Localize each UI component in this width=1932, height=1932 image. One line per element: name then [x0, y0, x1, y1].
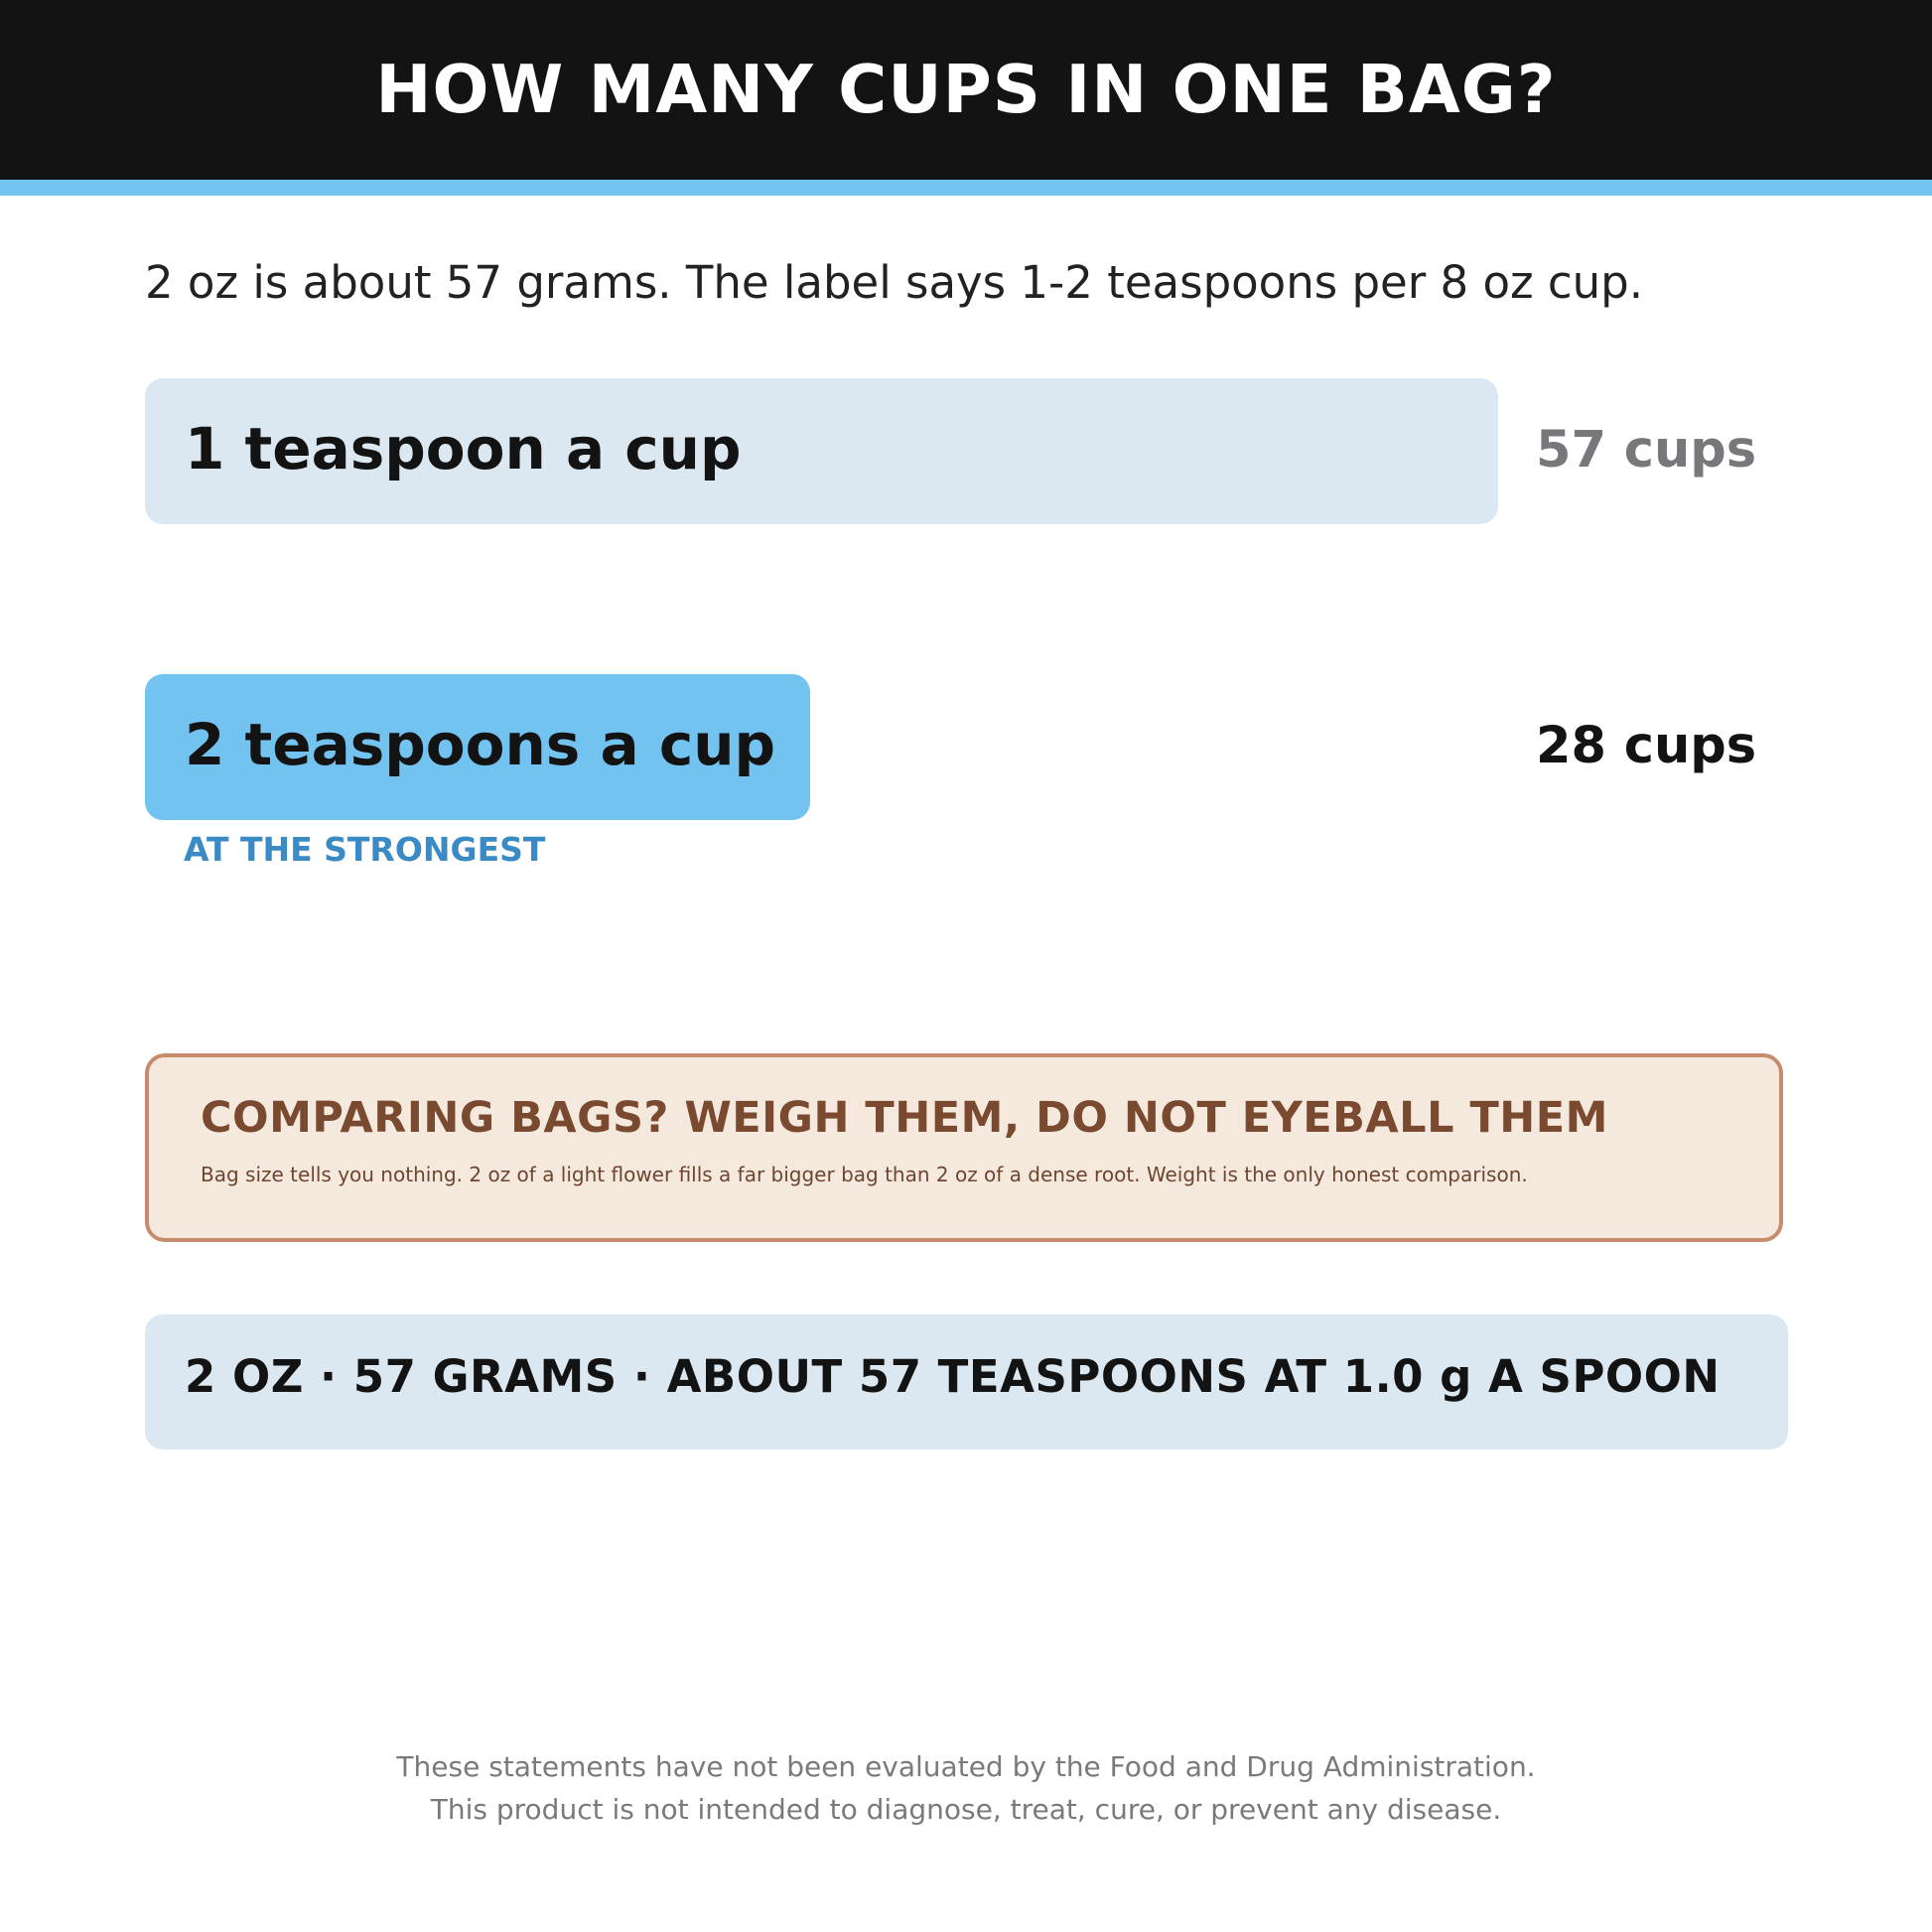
option-bar-2-teaspoons	[145, 674, 810, 820]
intro-text: 2 oz is about 57 grams. The label says 1-2 teaspoons per 8 oz cup.	[145, 256, 1644, 309]
disclaimer-line: This product is not intended to diagnose, treat, cure, or prevent any disease.	[430, 1793, 1502, 1826]
option-label: 2 teaspoons a cup	[185, 711, 776, 778]
strongest-note: AT THE STRONGEST	[184, 830, 546, 869]
option-cups-value: 28 cups	[1536, 717, 1757, 775]
page-title: HOW MANY CUPS IN ONE BAG?	[375, 51, 1557, 128]
summary-text: 2 OZ · 57 GRAMS · ABOUT 57 TEASPOONS AT 1.0 g A SPOON	[185, 1350, 1721, 1403]
option-label: 1 teaspoon a cup	[185, 415, 742, 483]
option-bar-1-teaspoon	[145, 378, 1498, 524]
header-accent-stripe	[0, 180, 1932, 196]
callout-body: Bag size tells you nothing. 2 oz of a light flower fills a far bigger bag than 2 oz of a dense root. Weight is the only honest comparison.	[201, 1163, 1528, 1186]
disclaimer-line: These statements have not been evaluated by the Food and Drug Administration.	[396, 1750, 1536, 1783]
page-header	[0, 0, 1932, 180]
fda-disclaimer	[0, 1745, 1932, 1831]
comparison-callout	[145, 1053, 1783, 1242]
option-cups-value: 57 cups	[1536, 421, 1757, 480]
callout-title: COMPARING BAGS? WEIGH THEM, DO NOT EYEBALL THEM	[201, 1093, 1608, 1143]
summary-strip	[145, 1314, 1788, 1449]
